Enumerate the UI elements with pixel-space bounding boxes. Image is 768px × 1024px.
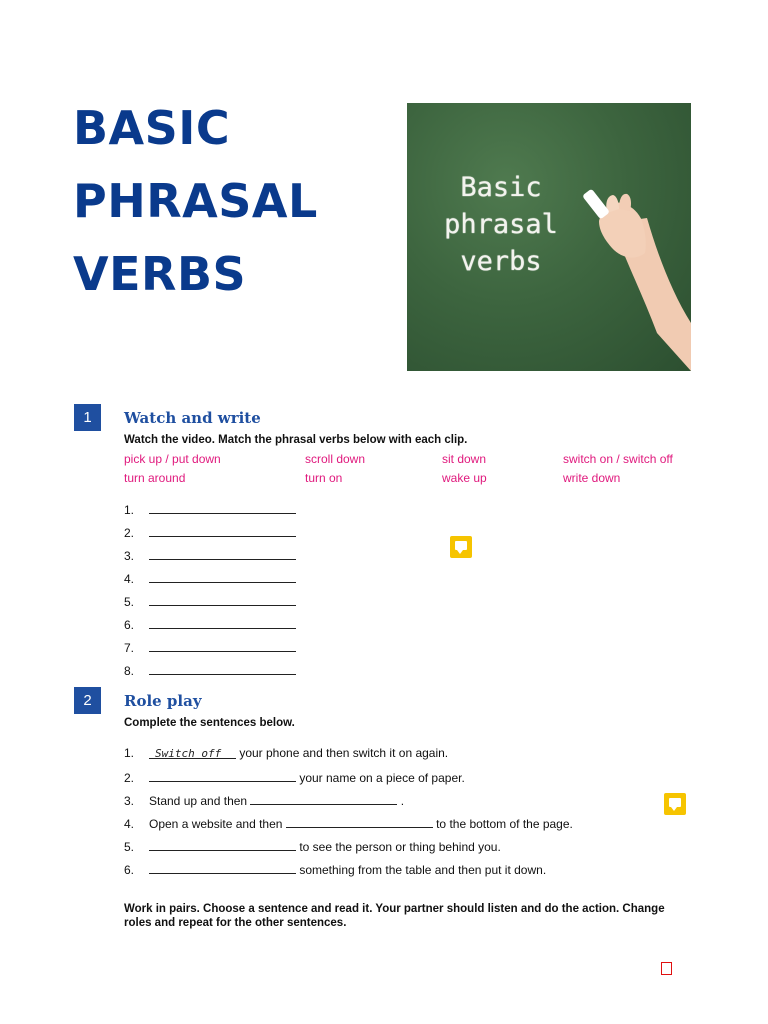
answer-line[interactable]	[124, 501, 296, 517]
page-title	[73, 92, 318, 311]
title-line: PHRASAL	[73, 174, 318, 228]
item-number: 1.	[124, 503, 135, 517]
answer-line[interactable]	[124, 547, 296, 563]
blank-line[interactable]	[149, 547, 296, 560]
sentence-text: your name on a piece of paper.	[296, 771, 465, 785]
answer-line[interactable]	[124, 524, 296, 540]
item-number: 6.	[124, 863, 135, 877]
verb-option: switch on / switch off	[563, 452, 673, 466]
blank-line[interactable]	[149, 861, 296, 874]
sentence-item	[124, 769, 465, 785]
comment-icon[interactable]	[450, 536, 472, 558]
title-line: VERBS	[73, 247, 247, 301]
chalk-line: verbs	[460, 246, 542, 277]
answer-line[interactable]	[124, 593, 296, 609]
item-number: 4.	[124, 817, 135, 831]
verb-option: pick up / put down	[124, 452, 221, 466]
blank-line[interactable]	[149, 524, 296, 537]
blank-line[interactable]	[149, 570, 296, 583]
chalkboard-image	[407, 103, 691, 371]
title-line: BASIC	[73, 101, 231, 155]
section-instruction: Complete the sentences below.	[124, 717, 295, 729]
section-instruction: Watch the video. Match the phrasal verbs below with each clip.	[124, 434, 468, 446]
answer-line[interactable]	[124, 662, 296, 678]
item-number: 3.	[124, 794, 135, 808]
sentence-text: your phone and then switch it on again.	[236, 746, 449, 760]
verb-option: sit down	[442, 452, 487, 466]
item-number: 4.	[124, 572, 135, 586]
blank-line[interactable]	[149, 769, 296, 782]
item-number: 8.	[124, 664, 135, 678]
section-number-badge: 1	[74, 404, 101, 431]
blank-line[interactable]	[250, 792, 397, 805]
item-number: 2.	[124, 771, 135, 785]
section-title: Watch and write	[124, 409, 261, 427]
verb-option: write down	[563, 471, 621, 485]
blank-line[interactable]	[149, 662, 296, 675]
verb-option: wake up	[442, 471, 487, 485]
handwritten-answer: Switch off	[155, 747, 222, 760]
section-title: Role play	[124, 692, 202, 710]
item-number: 5.	[124, 840, 135, 854]
sentence-text: something from the table and then put it down.	[296, 863, 547, 877]
chalk-line: Basic	[460, 172, 542, 203]
section-number-badge: 2	[74, 687, 101, 714]
sentence-text: to see the person or thing behind you.	[296, 840, 501, 854]
sentence-item	[124, 792, 404, 808]
blank-line[interactable]	[149, 639, 296, 652]
verb-option: turn on	[305, 471, 343, 485]
blank-line[interactable]	[149, 616, 296, 629]
comment-icon[interactable]	[664, 793, 686, 815]
blank-line[interactable]	[149, 746, 236, 759]
sentence-text: .	[397, 794, 405, 808]
item-number: 6.	[124, 618, 135, 632]
hand-with-chalk	[407, 103, 691, 371]
blank-line[interactable]	[286, 815, 433, 828]
item-number: 7.	[124, 641, 135, 655]
verb-option: turn around	[124, 471, 186, 485]
blank-line[interactable]	[149, 838, 296, 851]
answer-line[interactable]	[124, 616, 296, 632]
sentence-item	[124, 815, 573, 831]
answer-line[interactable]	[124, 639, 296, 655]
sentence-text: Open a website and then	[149, 817, 286, 831]
sentence-item	[124, 861, 546, 877]
sentence-text: to the bottom of the page.	[432, 817, 573, 831]
sentence-item	[124, 838, 501, 854]
blank-line[interactable]	[149, 593, 296, 606]
blank-line[interactable]	[149, 501, 296, 514]
cursor-marker	[661, 962, 672, 975]
sentence-text: Stand up and then	[149, 794, 251, 808]
item-number: 5.	[124, 595, 135, 609]
pair-work-instruction: Work in pairs. Choose a sentence and read it. Your partner should listen and do the action. Change roles and repeat for the other sentences.	[124, 903, 665, 929]
answer-line[interactable]	[124, 570, 296, 586]
chalk-line: phrasal	[444, 209, 558, 240]
item-number: 3.	[124, 549, 135, 563]
verb-option: scroll down	[305, 452, 366, 466]
sentence-item	[124, 746, 448, 760]
item-number: 2.	[124, 526, 135, 540]
item-number: 1.	[124, 746, 135, 760]
